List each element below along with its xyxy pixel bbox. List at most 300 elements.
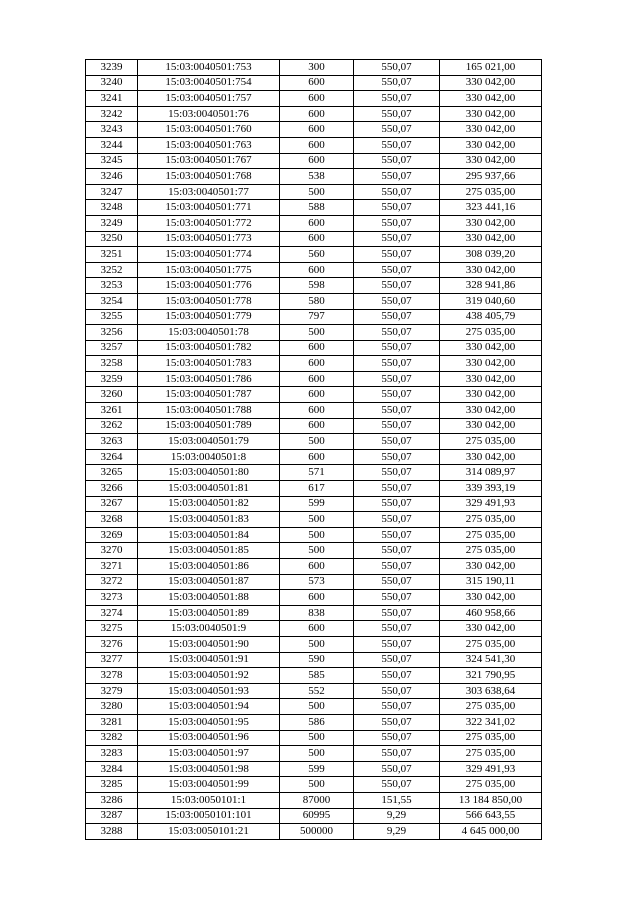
table-row (86, 200, 542, 216)
table-row (86, 434, 542, 450)
value-cell: 330 042,00 (440, 387, 542, 403)
area-cell: 600 (280, 106, 354, 122)
value-cell: 330 042,00 (440, 403, 542, 419)
value-cell: 330 042,00 (440, 418, 542, 434)
cadastral-number-cell: 15:03:0040501:783 (138, 356, 280, 372)
area-cell: 60995 (280, 808, 354, 824)
area-cell: 600 (280, 122, 354, 138)
row-number-cell: 3285 (86, 777, 138, 793)
table-row (86, 262, 542, 278)
cadastral-number-cell: 15:03:0040501:87 (138, 574, 280, 590)
row-number-cell: 3255 (86, 309, 138, 325)
value-cell: 330 042,00 (440, 371, 542, 387)
value-cell: 330 042,00 (440, 153, 542, 169)
value-cell: 275 035,00 (440, 184, 542, 200)
cadastral-number-cell: 15:03:0040501:88 (138, 590, 280, 606)
row-number-cell: 3242 (86, 106, 138, 122)
row-number-cell: 3265 (86, 465, 138, 481)
table-row (86, 75, 542, 91)
value-cell: 329 491,93 (440, 761, 542, 777)
table-row (86, 60, 542, 76)
table-row (86, 527, 542, 543)
cadastral-number-cell: 15:03:0040501:97 (138, 746, 280, 762)
area-cell: 600 (280, 590, 354, 606)
cadastral-number-cell: 15:03:0040501:775 (138, 262, 280, 278)
area-cell: 560 (280, 247, 354, 263)
cadastral-number-cell: 15:03:0040501:81 (138, 481, 280, 497)
cadastral-number-cell: 15:03:0040501:773 (138, 231, 280, 247)
table-row (86, 792, 542, 808)
table-row (86, 481, 542, 497)
rate-cell: 550,07 (354, 278, 440, 294)
cadastral-number-cell: 15:03:0040501:91 (138, 652, 280, 668)
rate-cell: 550,07 (354, 730, 440, 746)
area-cell: 599 (280, 761, 354, 777)
row-number-cell: 3273 (86, 590, 138, 606)
row-number-cell: 3250 (86, 231, 138, 247)
area-cell: 500 (280, 636, 354, 652)
area-cell: 500 (280, 699, 354, 715)
row-number-cell: 3266 (86, 481, 138, 497)
area-cell: 600 (280, 371, 354, 387)
area-cell: 500 (280, 512, 354, 528)
value-cell: 319 040,60 (440, 293, 542, 309)
rate-cell: 550,07 (354, 231, 440, 247)
area-cell: 552 (280, 683, 354, 699)
cadastral-number-cell: 15:03:0050101:1 (138, 792, 280, 808)
cadastral-number-cell: 15:03:0040501:757 (138, 91, 280, 107)
cadastral-number-cell: 15:03:0040501:95 (138, 714, 280, 730)
row-number-cell: 3252 (86, 262, 138, 278)
area-cell: 571 (280, 465, 354, 481)
row-number-cell: 3279 (86, 683, 138, 699)
table-row (86, 91, 542, 107)
area-cell: 600 (280, 387, 354, 403)
table-body (86, 60, 542, 840)
value-cell: 438 405,79 (440, 309, 542, 325)
cadastral-number-cell: 15:03:0040501:82 (138, 496, 280, 512)
cadastral-number-cell: 15:03:0040501:771 (138, 200, 280, 216)
cadastral-number-cell: 15:03:0040501:84 (138, 527, 280, 543)
rate-cell: 550,07 (354, 652, 440, 668)
area-cell: 300 (280, 60, 354, 76)
rate-cell: 550,07 (354, 605, 440, 621)
rate-cell: 550,07 (354, 590, 440, 606)
table-row (86, 403, 542, 419)
table-row (86, 309, 542, 325)
cadastral-number-cell: 15:03:0040501:80 (138, 465, 280, 481)
area-cell: 500 (280, 543, 354, 559)
area-cell: 87000 (280, 792, 354, 808)
value-cell: 324 541,30 (440, 652, 542, 668)
row-number-cell: 3257 (86, 340, 138, 356)
value-cell: 275 035,00 (440, 746, 542, 762)
table-row (86, 184, 542, 200)
rate-cell: 550,07 (354, 449, 440, 465)
area-cell: 600 (280, 91, 354, 107)
row-number-cell: 3263 (86, 434, 138, 450)
cadastral-number-cell: 15:03:0040501:786 (138, 371, 280, 387)
table-row (86, 824, 542, 840)
rate-cell: 550,07 (354, 574, 440, 590)
value-cell: 566 643,55 (440, 808, 542, 824)
row-number-cell: 3272 (86, 574, 138, 590)
data-table (85, 59, 542, 840)
cadastral-number-cell: 15:03:0040501:754 (138, 75, 280, 91)
rate-cell: 550,07 (354, 668, 440, 684)
table-row (86, 699, 542, 715)
row-number-cell: 3288 (86, 824, 138, 840)
value-cell: 330 042,00 (440, 215, 542, 231)
rate-cell: 550,07 (354, 137, 440, 153)
row-number-cell: 3247 (86, 184, 138, 200)
row-number-cell: 3251 (86, 247, 138, 263)
area-cell: 573 (280, 574, 354, 590)
rate-cell: 550,07 (354, 403, 440, 419)
area-cell: 797 (280, 309, 354, 325)
rate-cell: 550,07 (354, 481, 440, 497)
cadastral-number-cell: 15:03:0040501:96 (138, 730, 280, 746)
rate-cell: 550,07 (354, 122, 440, 138)
row-number-cell: 3268 (86, 512, 138, 528)
value-cell: 330 042,00 (440, 621, 542, 637)
table-row (86, 559, 542, 575)
area-cell: 600 (280, 262, 354, 278)
value-cell: 275 035,00 (440, 512, 542, 528)
rate-cell: 550,07 (354, 309, 440, 325)
row-number-cell: 3282 (86, 730, 138, 746)
cadastral-number-cell: 15:03:0040501:772 (138, 215, 280, 231)
row-number-cell: 3259 (86, 371, 138, 387)
rate-cell: 550,07 (354, 434, 440, 450)
cadastral-number-cell: 15:03:0040501:99 (138, 777, 280, 793)
rate-cell: 151,55 (354, 792, 440, 808)
area-cell: 600 (280, 231, 354, 247)
row-number-cell: 3278 (86, 668, 138, 684)
rate-cell: 550,07 (354, 418, 440, 434)
value-cell: 330 042,00 (440, 356, 542, 372)
rate-cell: 550,07 (354, 761, 440, 777)
rate-cell: 550,07 (354, 465, 440, 481)
area-cell: 599 (280, 496, 354, 512)
row-number-cell: 3260 (86, 387, 138, 403)
table-row (86, 278, 542, 294)
area-cell: 600 (280, 137, 354, 153)
rate-cell: 550,07 (354, 636, 440, 652)
value-cell: 275 035,00 (440, 777, 542, 793)
cadastral-number-cell: 15:03:0040501:9 (138, 621, 280, 637)
rate-cell: 550,07 (354, 746, 440, 762)
cadastral-number-cell: 15:03:0040501:89 (138, 605, 280, 621)
rate-cell: 550,07 (354, 371, 440, 387)
value-cell: 322 341,02 (440, 714, 542, 730)
table-row (86, 387, 542, 403)
area-cell: 600 (280, 356, 354, 372)
rate-cell: 550,07 (354, 215, 440, 231)
value-cell: 4 645 000,00 (440, 824, 542, 840)
cadastral-number-cell: 15:03:0040501:8 (138, 449, 280, 465)
cadastral-number-cell: 15:03:0040501:767 (138, 153, 280, 169)
value-cell: 330 042,00 (440, 262, 542, 278)
cadastral-number-cell: 15:03:0040501:78 (138, 325, 280, 341)
area-cell: 500 (280, 325, 354, 341)
value-cell: 330 042,00 (440, 91, 542, 107)
row-number-cell: 3286 (86, 792, 138, 808)
value-cell: 330 042,00 (440, 231, 542, 247)
area-cell: 838 (280, 605, 354, 621)
row-number-cell: 3244 (86, 137, 138, 153)
rate-cell: 9,29 (354, 808, 440, 824)
row-number-cell: 3264 (86, 449, 138, 465)
row-number-cell: 3269 (86, 527, 138, 543)
table-row (86, 496, 542, 512)
rate-cell: 550,07 (354, 543, 440, 559)
row-number-cell: 3249 (86, 215, 138, 231)
value-cell: 330 042,00 (440, 137, 542, 153)
rate-cell: 550,07 (354, 75, 440, 91)
value-cell: 330 042,00 (440, 122, 542, 138)
table-row (86, 746, 542, 762)
cadastral-number-cell: 15:03:0040501:92 (138, 668, 280, 684)
row-number-cell: 3239 (86, 60, 138, 76)
row-number-cell: 3258 (86, 356, 138, 372)
value-cell: 460 958,66 (440, 605, 542, 621)
cadastral-number-cell: 15:03:0040501:768 (138, 169, 280, 185)
value-cell: 323 441,16 (440, 200, 542, 216)
row-number-cell: 3254 (86, 293, 138, 309)
area-cell: 500 (280, 777, 354, 793)
row-number-cell: 3287 (86, 808, 138, 824)
rate-cell: 550,07 (354, 512, 440, 528)
row-number-cell: 3262 (86, 418, 138, 434)
table-row (86, 777, 542, 793)
table-row (86, 293, 542, 309)
rate-cell: 550,07 (354, 496, 440, 512)
value-cell: 275 035,00 (440, 434, 542, 450)
rate-cell: 550,07 (354, 325, 440, 341)
table-row (86, 215, 542, 231)
row-number-cell: 3271 (86, 559, 138, 575)
row-number-cell: 3253 (86, 278, 138, 294)
table-row (86, 621, 542, 637)
table-row (86, 761, 542, 777)
area-cell: 500 (280, 434, 354, 450)
row-number-cell: 3283 (86, 746, 138, 762)
cadastral-number-cell: 15:03:0040501:77 (138, 184, 280, 200)
rate-cell: 550,07 (354, 169, 440, 185)
cadastral-number-cell: 15:03:0050101:101 (138, 808, 280, 824)
cadastral-number-cell: 15:03:0040501:788 (138, 403, 280, 419)
value-cell: 275 035,00 (440, 699, 542, 715)
area-cell: 580 (280, 293, 354, 309)
row-number-cell: 3256 (86, 325, 138, 341)
table-row (86, 668, 542, 684)
area-cell: 500 (280, 527, 354, 543)
value-cell: 330 042,00 (440, 106, 542, 122)
area-cell: 598 (280, 278, 354, 294)
table-row (86, 356, 542, 372)
value-cell: 330 042,00 (440, 75, 542, 91)
rate-cell: 550,07 (354, 106, 440, 122)
row-number-cell: 3243 (86, 122, 138, 138)
value-cell: 275 035,00 (440, 636, 542, 652)
table-row (86, 153, 542, 169)
rate-cell: 550,07 (354, 262, 440, 278)
cadastral-number-cell: 15:03:0040501:774 (138, 247, 280, 263)
table-row (86, 371, 542, 387)
table-row (86, 137, 542, 153)
rate-cell: 550,07 (354, 356, 440, 372)
area-cell: 600 (280, 449, 354, 465)
cadastral-number-cell: 15:03:0040501:779 (138, 309, 280, 325)
rate-cell: 550,07 (354, 60, 440, 76)
table-row (86, 683, 542, 699)
area-cell: 600 (280, 153, 354, 169)
table-row (86, 449, 542, 465)
table-row (86, 106, 542, 122)
cadastral-number-cell: 15:03:0050101:21 (138, 824, 280, 840)
rate-cell: 550,07 (354, 714, 440, 730)
table-row (86, 231, 542, 247)
cadastral-number-cell: 15:03:0040501:753 (138, 60, 280, 76)
value-cell: 328 941,86 (440, 278, 542, 294)
area-cell: 600 (280, 559, 354, 575)
value-cell: 275 035,00 (440, 543, 542, 559)
rate-cell: 550,07 (354, 340, 440, 356)
cadastral-number-cell: 15:03:0040501:83 (138, 512, 280, 528)
area-cell: 600 (280, 215, 354, 231)
row-number-cell: 3270 (86, 543, 138, 559)
rate-cell: 550,07 (354, 621, 440, 637)
value-cell: 321 790,95 (440, 668, 542, 684)
rate-cell: 550,07 (354, 699, 440, 715)
area-cell: 538 (280, 169, 354, 185)
table-row (86, 590, 542, 606)
row-number-cell: 3267 (86, 496, 138, 512)
table-row (86, 730, 542, 746)
table-row (86, 340, 542, 356)
rate-cell: 550,07 (354, 683, 440, 699)
row-number-cell: 3281 (86, 714, 138, 730)
table-row (86, 512, 542, 528)
row-number-cell: 3261 (86, 403, 138, 419)
rate-cell: 550,07 (354, 559, 440, 575)
cadastral-number-cell: 15:03:0040501:90 (138, 636, 280, 652)
value-cell: 13 184 850,00 (440, 792, 542, 808)
cadastral-number-cell: 15:03:0040501:778 (138, 293, 280, 309)
value-cell: 308 039,20 (440, 247, 542, 263)
cadastral-number-cell: 15:03:0040501:782 (138, 340, 280, 356)
area-cell: 590 (280, 652, 354, 668)
table-row (86, 574, 542, 590)
table-row (86, 169, 542, 185)
cadastral-number-cell: 15:03:0040501:98 (138, 761, 280, 777)
row-number-cell: 3284 (86, 761, 138, 777)
row-number-cell: 3280 (86, 699, 138, 715)
value-cell: 315 190,11 (440, 574, 542, 590)
rate-cell: 550,07 (354, 293, 440, 309)
table-row (86, 636, 542, 652)
rate-cell: 9,29 (354, 824, 440, 840)
rate-cell: 550,07 (354, 247, 440, 263)
row-number-cell: 3276 (86, 636, 138, 652)
cadastral-number-cell: 15:03:0040501:93 (138, 683, 280, 699)
rate-cell: 550,07 (354, 387, 440, 403)
area-cell: 588 (280, 200, 354, 216)
area-cell: 600 (280, 340, 354, 356)
cadastral-number-cell: 15:03:0040501:760 (138, 122, 280, 138)
row-number-cell: 3245 (86, 153, 138, 169)
value-cell: 330 042,00 (440, 559, 542, 575)
cadastral-number-cell: 15:03:0040501:79 (138, 434, 280, 450)
table-row (86, 652, 542, 668)
cadastral-number-cell: 15:03:0040501:787 (138, 387, 280, 403)
row-number-cell: 3241 (86, 91, 138, 107)
table-row (86, 418, 542, 434)
value-cell: 303 638,64 (440, 683, 542, 699)
row-number-cell: 3248 (86, 200, 138, 216)
rate-cell: 550,07 (354, 184, 440, 200)
rate-cell: 550,07 (354, 527, 440, 543)
value-cell: 295 937,66 (440, 169, 542, 185)
area-cell: 617 (280, 481, 354, 497)
table-row (86, 465, 542, 481)
value-cell: 275 035,00 (440, 730, 542, 746)
area-cell: 500000 (280, 824, 354, 840)
table-row (86, 247, 542, 263)
area-cell: 600 (280, 403, 354, 419)
area-cell: 600 (280, 621, 354, 637)
cadastral-number-cell: 15:03:0040501:776 (138, 278, 280, 294)
table-row (86, 543, 542, 559)
cadastral-number-cell: 15:03:0040501:86 (138, 559, 280, 575)
value-cell: 330 042,00 (440, 590, 542, 606)
row-number-cell: 3275 (86, 621, 138, 637)
table-row (86, 325, 542, 341)
area-cell: 500 (280, 730, 354, 746)
area-cell: 600 (280, 418, 354, 434)
row-number-cell: 3277 (86, 652, 138, 668)
area-cell: 600 (280, 75, 354, 91)
table-row (86, 808, 542, 824)
cadastral-number-cell: 15:03:0040501:76 (138, 106, 280, 122)
value-cell: 330 042,00 (440, 449, 542, 465)
area-cell: 586 (280, 714, 354, 730)
cadastral-number-cell: 15:03:0040501:789 (138, 418, 280, 434)
area-cell: 500 (280, 746, 354, 762)
rate-cell: 550,07 (354, 91, 440, 107)
area-cell: 500 (280, 184, 354, 200)
table-row (86, 605, 542, 621)
table-row (86, 122, 542, 138)
area-cell: 585 (280, 668, 354, 684)
row-number-cell: 3274 (86, 605, 138, 621)
rate-cell: 550,07 (354, 200, 440, 216)
value-cell: 165 021,00 (440, 60, 542, 76)
cadastral-number-cell: 15:03:0040501:763 (138, 137, 280, 153)
cadastral-number-cell: 15:03:0040501:94 (138, 699, 280, 715)
rate-cell: 550,07 (354, 777, 440, 793)
row-number-cell: 3240 (86, 75, 138, 91)
value-cell: 339 393,19 (440, 481, 542, 497)
value-cell: 275 035,00 (440, 527, 542, 543)
value-cell: 275 035,00 (440, 325, 542, 341)
value-cell: 314 089,97 (440, 465, 542, 481)
cadastral-number-cell: 15:03:0040501:85 (138, 543, 280, 559)
table-row (86, 714, 542, 730)
value-cell: 329 491,93 (440, 496, 542, 512)
row-number-cell: 3246 (86, 169, 138, 185)
